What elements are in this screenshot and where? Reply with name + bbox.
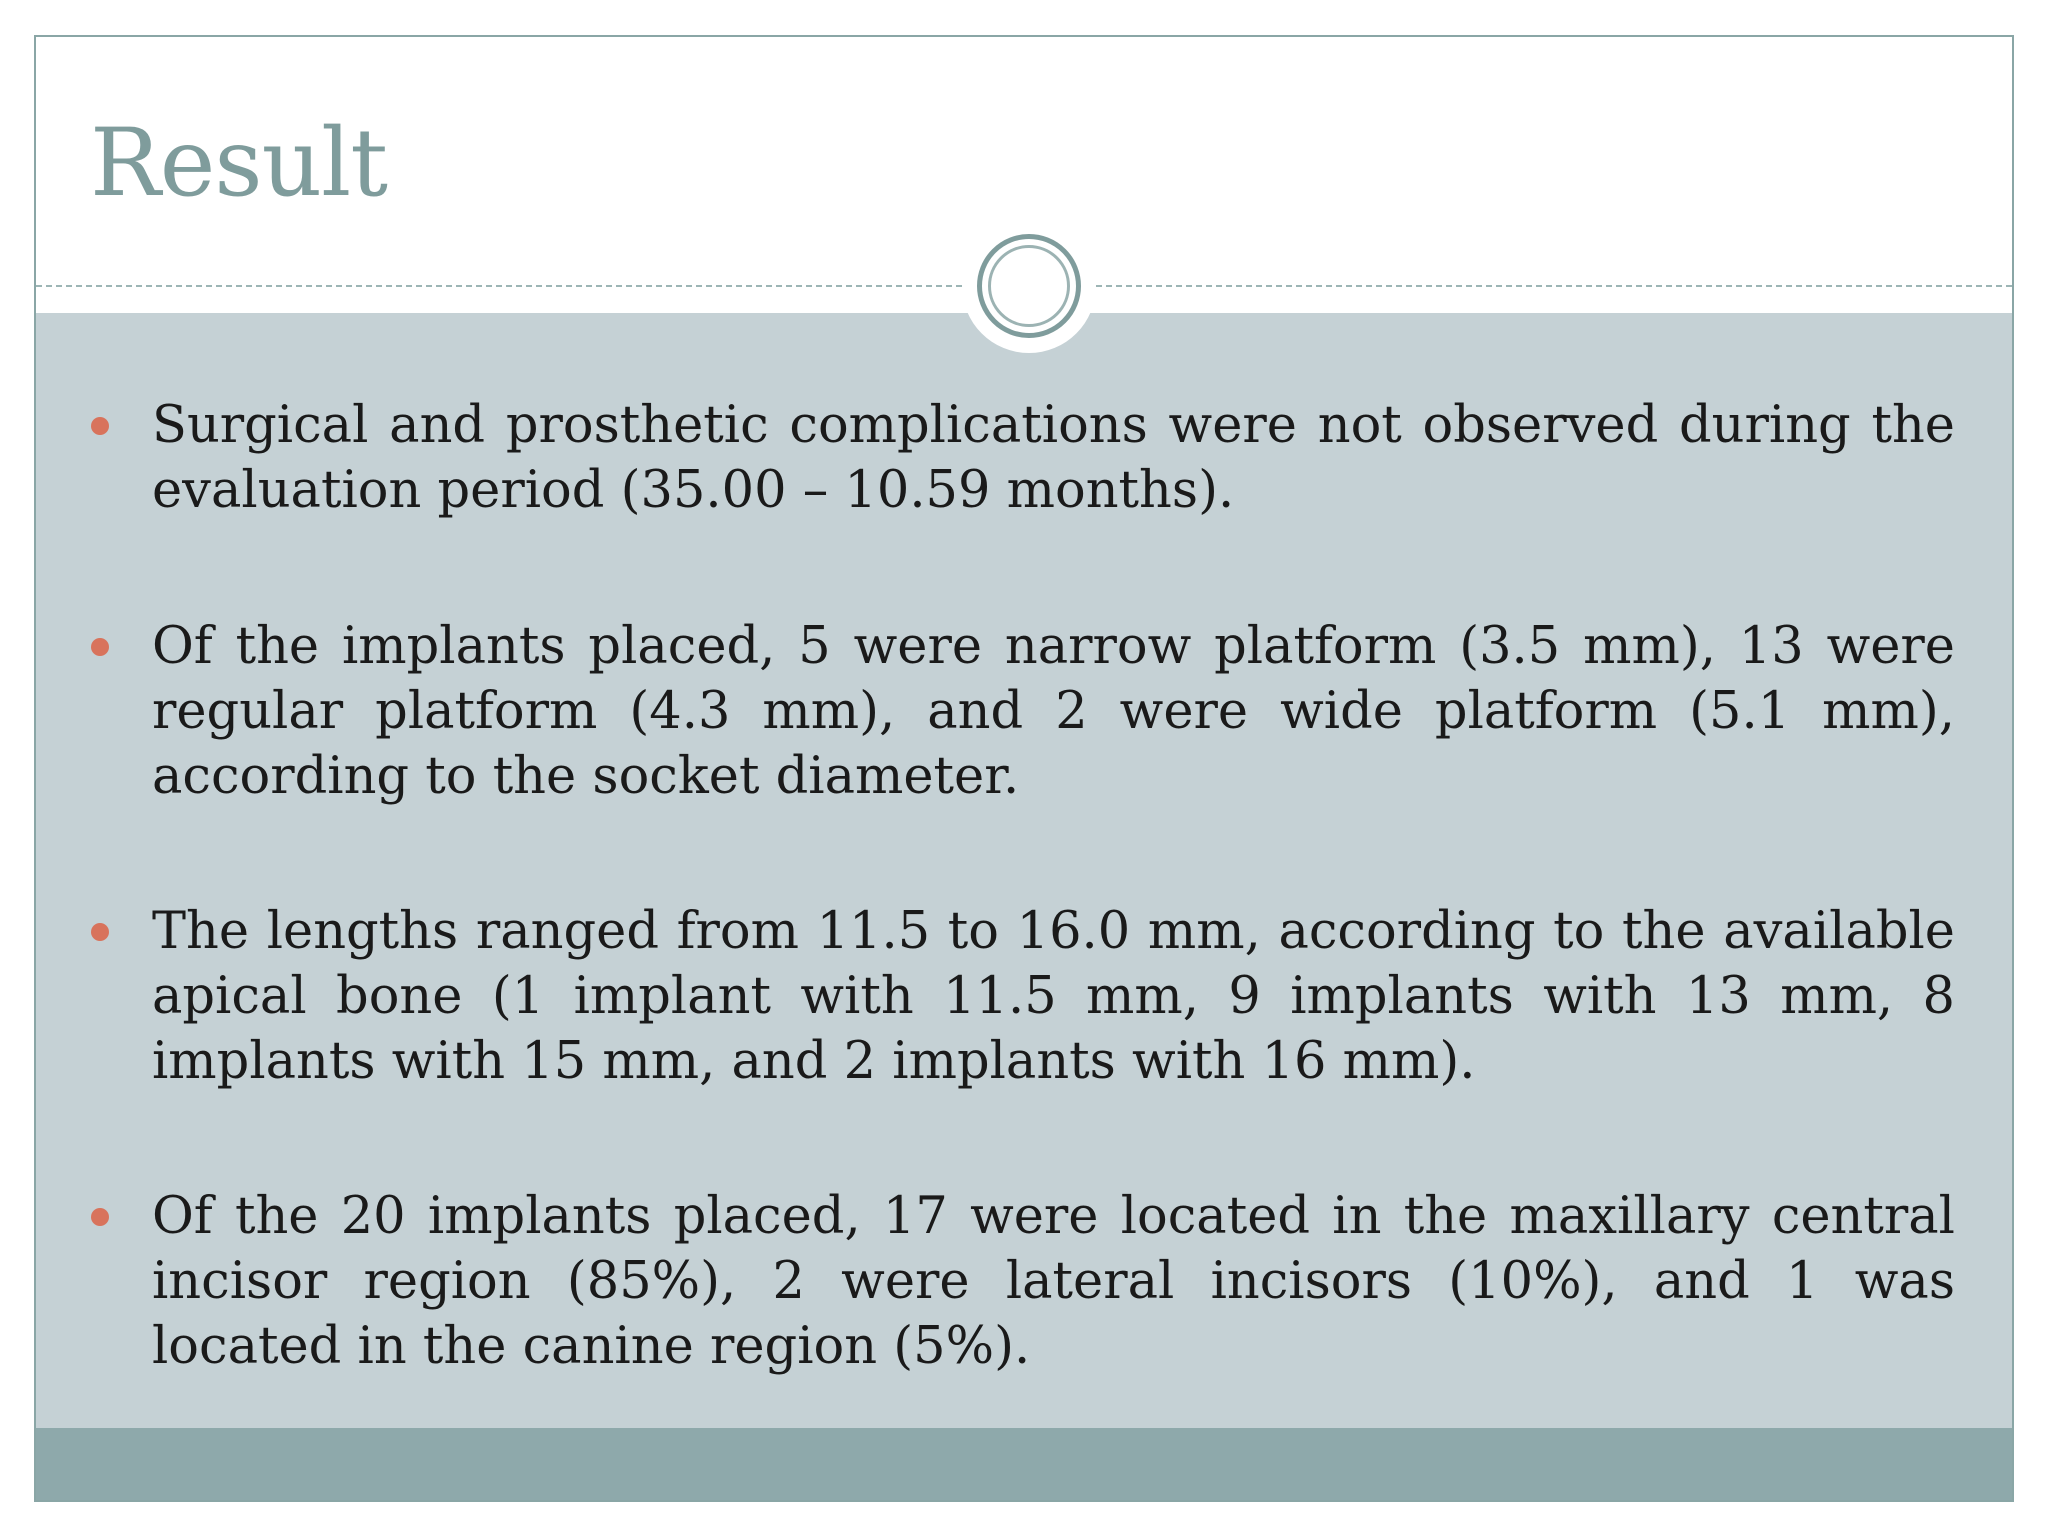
bullet-dot-icon [91, 638, 109, 656]
content-area [36, 313, 2012, 1428]
bullet-text: Of the implants placed, 5 were narrow platform (3.5 mm), 13 were regular platform (4.3 mm), and 2 were wide platform (5.1 mm), according to the socket diameter. [152, 617, 1955, 806]
bullet-text: The lengths ranged from 11.5 to 16.0 mm, according to the available apical bone (1 implant with 11.5 mm, 9 implants with 13 mm, 8 implants with 15 mm, and 2 implants with 16 mm). [152, 902, 1955, 1091]
bullet-dot-icon [91, 1208, 109, 1226]
circle-ornament-icon [962, 219, 1096, 353]
slide-title: Result [90, 109, 388, 218]
footer-bar [36, 1428, 2012, 1500]
list-item [152, 614, 1955, 809]
inner-ring [988, 245, 1070, 327]
bullet-dot-icon [91, 417, 109, 435]
bullet-text: Of the 20 implants placed, 17 were located in the maxillary central incisor region (85%), 2 were lateral incisors (10%), and 1 was located in the canine region (5%). [152, 1187, 1955, 1376]
list-item [152, 1184, 1955, 1379]
bullet-dot-icon [91, 923, 109, 941]
list-item [152, 899, 1955, 1094]
list-item [152, 393, 1955, 523]
bullet-text: Surgical and prosthetic complications were not observed during the evaluation period (35.00 – 10.59 months). [152, 396, 1955, 520]
slide [34, 35, 2014, 1502]
